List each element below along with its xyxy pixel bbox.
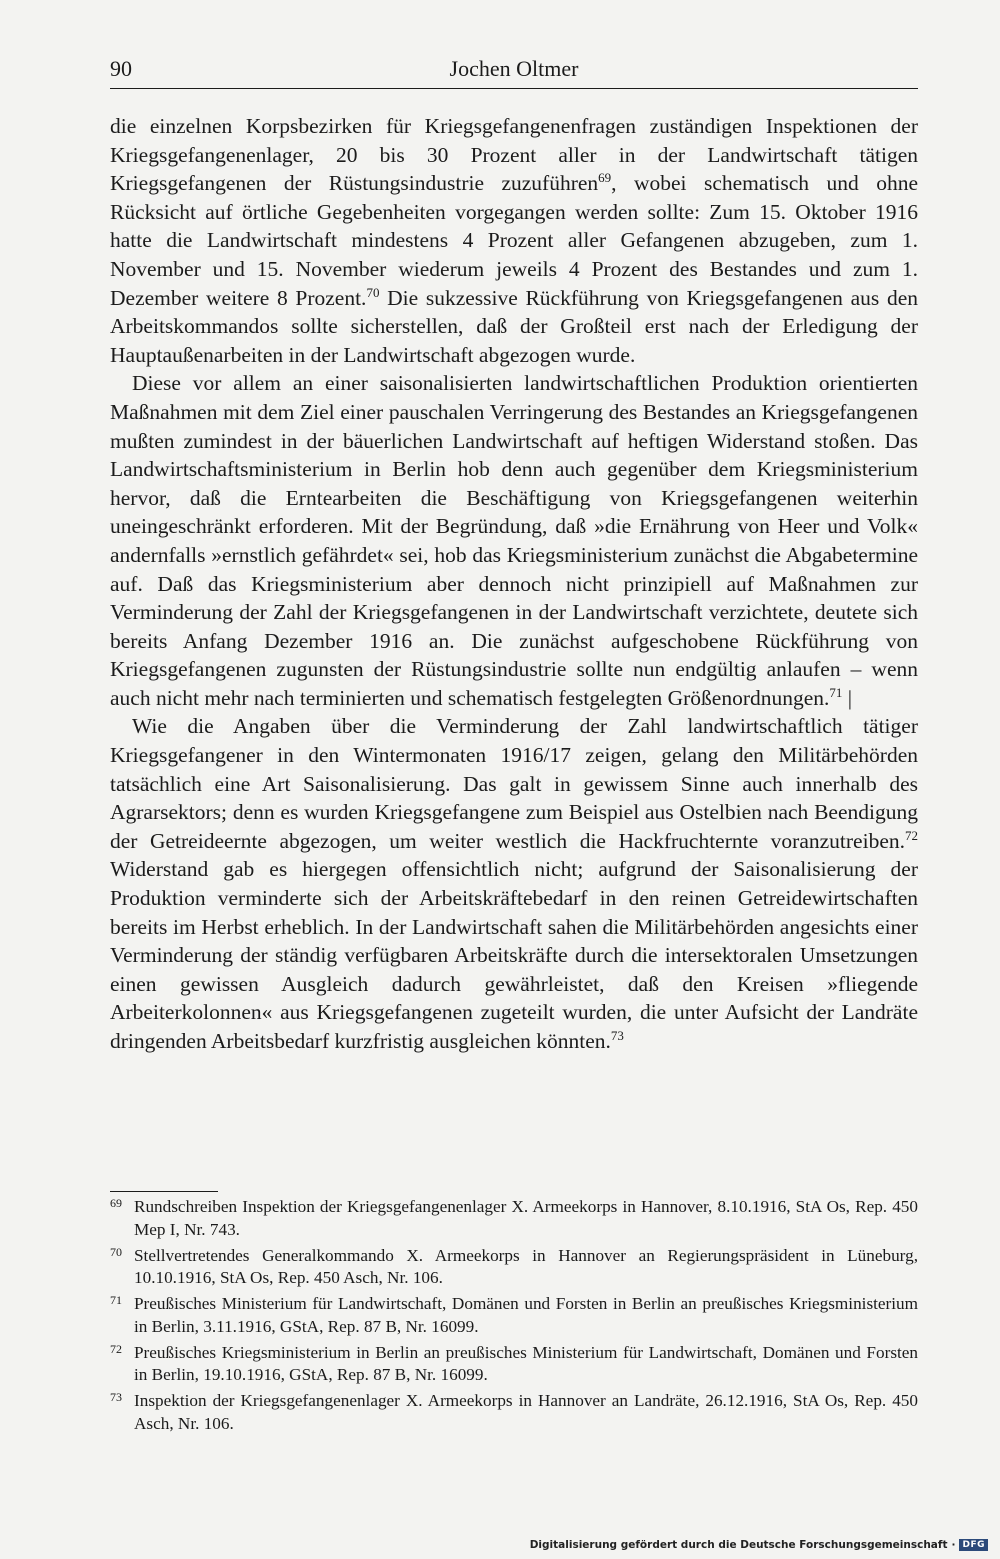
header-rule <box>110 88 918 89</box>
footnote-rule <box>110 1191 218 1192</box>
footnote-number: 73 <box>110 1390 122 1404</box>
footnote <box>110 1390 918 1435</box>
page-header <box>110 54 918 88</box>
footnote <box>110 1245 918 1290</box>
body-text <box>110 112 918 1056</box>
footnote-ref: 73 <box>610 1028 624 1043</box>
footnote-number: 70 <box>110 1244 122 1259</box>
footnote-number: 69 <box>110 1196 122 1210</box>
footnote-number: 71 <box>110 1293 122 1307</box>
paragraph-3: Wie die Angaben über die Verminderung der Zahl landwirtschaftlich tätiger Kriegsgefangener in den Wintermonaten 1916/17 zeigen, gelang den Militärbehörden tatsächlich eine Art Saisonalisierung. Das galt in gewissem Sinne auch innerhalb des Agrarsektors; denn es wurden Kriegsgefangene zum Beispiel aus Ostelbien nach Beendigung der Getreideernte abgezogen, um weiter westlich die Hackfruchternte voranzutreiben.$^{72}$ Widerstand gab es hiergegen offensichtlich nicht; aufgrund der Saisonalisierung der Produktion verminderte sich der Arbeitskräftebedarf in den reinen Getreidewirtschaften bereits im Herbst erheblich. In der Landwirtschaft sahen die Militärbehörden angesichts einer Verminderung der ständig verfügbaren Arbeitskräfte durch die intersektoralen Umsetzungen einen gewissen Ausgleich dadurch gewährleistet, daß den Kreisen »fliegende Arbeiterkolonnen« aus Kriegsgefangenen zugeteilt wurden, die unter Aufsicht der Landräte dringenden Arbeitsbedarf kurzfristig ausgleichen könnten.$^{73}$ <box>110 714 918 1053</box>
footnote-text: Preußisches Ministerium für Landwirtschaft, Domänen und Forsten in Berlin an preußisches Kriegsministerium in Berlin, 3.11.1916, GStA, Rep. 87 B, Nr. 16099. <box>134 1294 918 1336</box>
dfg-logo-icon: DFG <box>959 1539 988 1551</box>
footnote-ref: 72 <box>905 827 918 843</box>
separator-dot: · <box>951 1539 956 1551</box>
footnote <box>110 1293 918 1338</box>
footnote-ref: 71 <box>829 684 843 700</box>
running-head: Jochen Oltmer <box>449 56 579 81</box>
credit-text: Digitalisierung gefördert durch die Deutsche Forschungsgemeinschaft <box>529 1539 948 1551</box>
footnote-text: Inspektion der Kriegsgefangenenlager X. Armeekorps in Hannover an Landräte, 26.12.1916, StA Os, Rep. 450 Asch, Nr. 106. <box>134 1391 918 1433</box>
footnote-text: Rundschreiben Inspektion der Kriegsgefangenenlager X. Armeekorps in Hannover, 8.10.1916, StA Os, Rep. 450 Mep I, Nr. 743. <box>134 1197 918 1239</box>
footnote-text: Stellvertretendes Generalkommando X. Armeekorps in Hannover an Regierungspräsident in Lüneburg, 10.10.1916, StA Os, Rep. 450 Asch, Nr. 106. <box>134 1245 918 1287</box>
footnote <box>110 1196 918 1241</box>
paragraph-2: Diese vor allem an einer saisonalisierten landwirtschaftlichen Produktion orientierten Maßnahmen mit dem Ziel einer pauschalen Verringerung des Bestandes an Kriegsgefangenen mußten zumindest in der bäuerlichen Landwirtschaft auf heftigen Widerstand stoßen. Das Landwirtschaftsministerium in Berlin hob denn auch gegenüber dem Kriegsministerium hervor, daß die Erntearbeiten die Beschäftigung von Kriegsgefangenen weiterhin uneingeschränkt erforderen. Mit der Begründung, daß »die Ernährung von Heer und Volk« andernfalls »ernstlich gefährdet« sei, hob das Kriegsministerium zunächst die Abgabetermine auf. Daß das Kriegsministerium aber dennoch nicht prinzipiell auf Maßnahmen zur Verminderung der Zahl der Kriegsgefangenen in der Landwirtschaft verzichtete, deutete sich bereits Anfang Dezember 1916 an. Die zunächst aufgeschobene Rückführung von Kriegsgefangenen zugunsten der Rüstungsindustrie sollte nun endgültig anlaufen – wenn auch nicht mehr nach terminierten und schematisch festgelegten Größenordnungen.$^{71}$ | <box>110 371 918 710</box>
footnotes <box>110 1196 918 1439</box>
footnote-ref: 69 <box>598 170 612 186</box>
footnote-text: Preußisches Kriegsministerium in Berlin an preußisches Ministerium für Landwirtschaft, Domänen und Forsten in Berlin, 19.10.1916, GStA, Rep. 87 B, Nr. 16099. <box>134 1342 918 1384</box>
footnote-number: 72 <box>110 1341 122 1356</box>
footnote <box>110 1342 918 1387</box>
page-number: 90 <box>110 56 132 81</box>
footnote-ref: 70 <box>366 284 380 300</box>
paragraph-1: die einzelnen Korpsbezirken für Kriegsgefangenenfragen zuständigen Inspektionen der Kriegsgefangenenlager, 20 bis 30 Prozent aller in der Landwirtschaft tätigen Kriegsgefangenen der Rüstungsindustrie zuzuführen$^{69}$, wobei schematisch und ohne Rücksicht auf örtliche Gegebenheiten vorgegangen werden sollte: Zum 15. Oktober 1916 hatte die Landwirtschaft mindestens 4 Prozent aller Gefangenen abzugeben, zum 1. November und 15. November wiederum jeweils 4 Prozent des Bestandes und zum 1. Dezember weitere 8 Prozent.$^{70}$ Die sukzessive Rückführung von Kriegsgefangenen aus den Arbeitskommandos sollte sicherstellen, daß der Großteil erst nach der Erledigung der Hauptaußenarbeiten in der Landwirtschaft abgezogen wurde. <box>110 114 918 367</box>
digitization-credit <box>530 1539 988 1551</box>
